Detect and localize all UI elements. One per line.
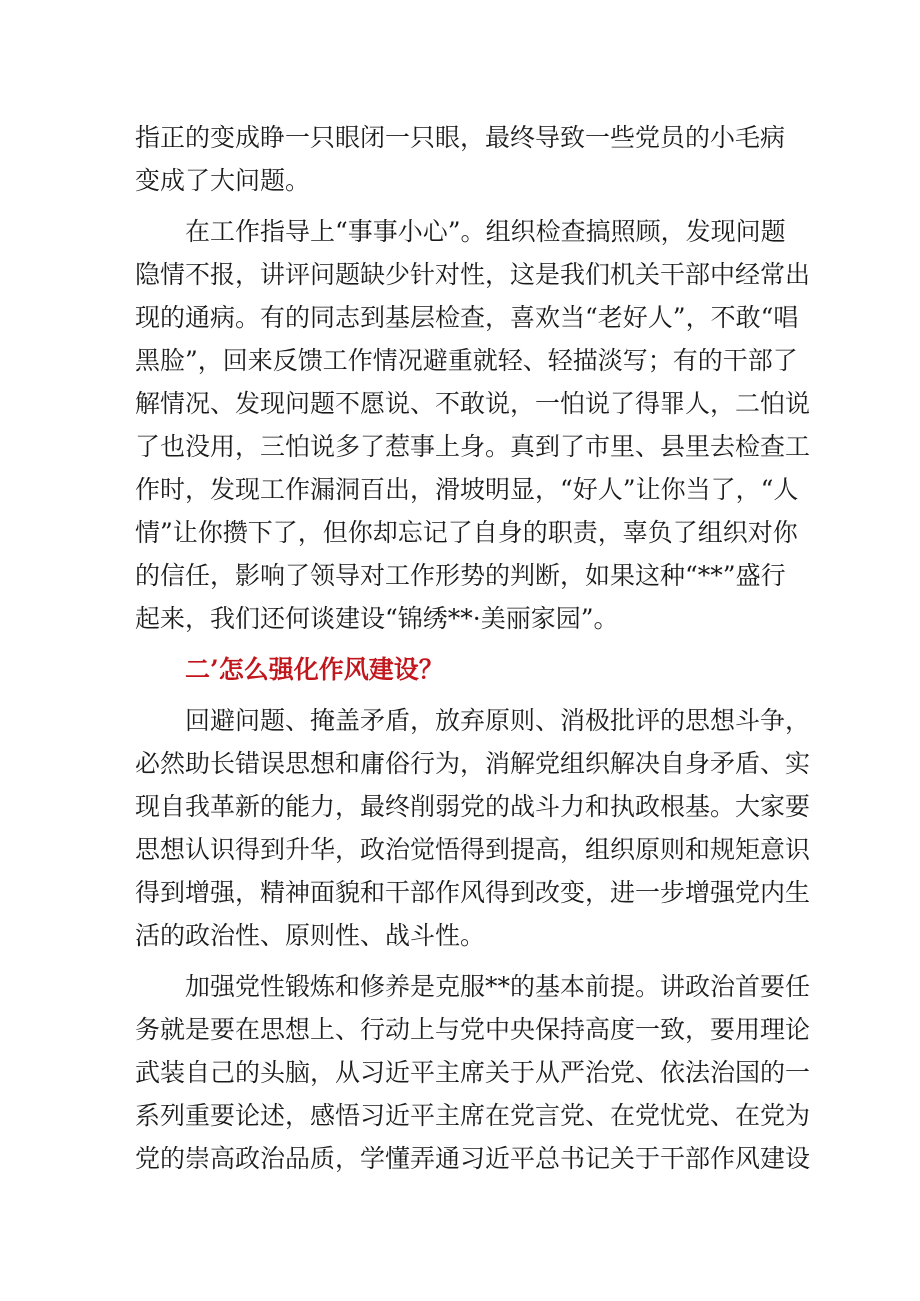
text-line: 变成了大问题。 [135, 166, 311, 195]
text-line: 指正的变成睁一只眼闭一只眼，最终导致一些党员的小毛病 [135, 123, 786, 152]
text-line: 的信任，影响了领导对工作形势的判断，如果这种“**”盛行 [135, 561, 786, 590]
text-line: 回避问题、掩盖矛盾，放弃原则、消极批评的思想斗争， [185, 706, 811, 735]
section-heading [135, 648, 803, 691]
text-line: 了也没用，三怕说多了惹事上身。真到了市里、县里去检查工 [135, 432, 811, 461]
text-line: 加强党性锻炼和修养是克服**的基本前提。讲政治首要任 [185, 972, 811, 1001]
text-line: 必然助长错误思想和庸俗行为，消解党组织解决自身矛盾、实 [135, 749, 811, 778]
text-line: 在工作指导上“事事小心”。组织检查搞照顾，发现问题 [185, 217, 786, 246]
paragraph-continuation [135, 116, 803, 202]
text-line: 隐情不报，讲评问题缺少针对性，这是我们机关干部中经常出 [135, 260, 811, 289]
text-line: 起来，我们还何谈建设“锦绣**·美丽家园”。 [135, 604, 619, 633]
paragraph-avoid-problems [135, 699, 811, 957]
text-line: 系列重要论述，感悟习近平主席在党言党、在党忧党、在党为 [135, 1101, 811, 1130]
text-line: 活的政治性、原则性、战斗性。 [135, 921, 486, 950]
text-line: 党的崇高政治品质，学懂弄通习近平总书记关于干部作风建设 [135, 1144, 811, 1173]
text-line: 黑脸”，回来反馈工作情况避重就轻、轻描淡写；有的干部了 [135, 346, 798, 375]
text-line: 务就是要在思想上、行动上与党中央保持高度一致，要用理论 [135, 1015, 811, 1044]
paragraph-party-spirit [135, 965, 811, 1180]
text-line: 现自我革新的能力，最终削弱党的战斗力和执政根基。大家要 [135, 792, 811, 821]
document-body [135, 116, 811, 1180]
text-line: 思想认识得到升华，政治觉悟得到提高，组织原则和规矩意识 [135, 835, 811, 864]
heading-text: 二’怎么强化作风建设？ [185, 655, 444, 684]
text-line: 得到增强，精神面貌和干部作风得到改变，进一步增强党内生 [135, 878, 811, 907]
text-line: 武装自己的头脑，从习近平主席关于从严治党、依法治国的一 [135, 1058, 811, 1087]
paragraph-work-guidance [135, 210, 811, 640]
text-line: 解情况、发现问题不愿说、不敢说，一怕说了得罪人，二怕说 [135, 389, 811, 418]
text-line: 情”让你攒下了，但你却忘记了自身的职责，辜负了组织对你 [135, 518, 798, 547]
text-line: 作时，发现工作漏洞百出，滑坡明显，“好人”让你当了，“人 [135, 475, 799, 504]
text-line: 现的通病。有的同志到基层检查，喜欢当“老好人”，不敢“唱 [135, 303, 799, 332]
